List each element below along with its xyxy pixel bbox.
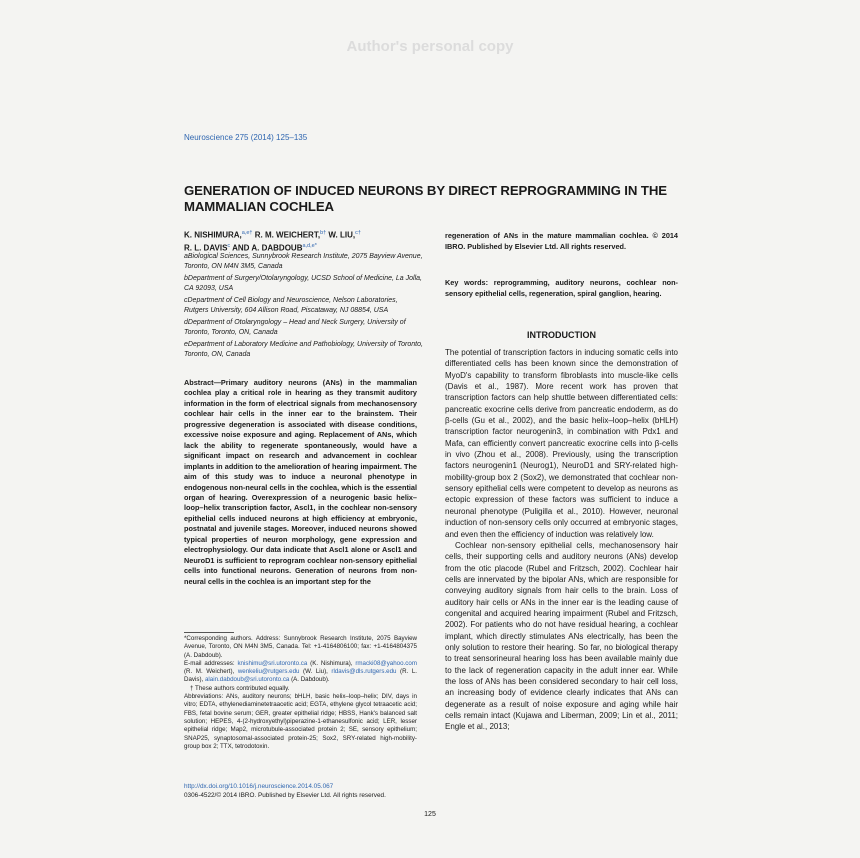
author-name: AND A. DABDOUB [230, 243, 303, 253]
author-name: W. LIU, [326, 230, 356, 240]
author-name: R. L. DAVIS [184, 243, 228, 253]
section-heading-introduction: INTRODUCTION [527, 330, 596, 340]
page-number: 125 [424, 811, 436, 818]
affiliation: bDepartment of Surgery/Otolaryngology, UCSD School of Medicine, La Jolla, CA 92093, USA [184, 275, 422, 292]
author-affil-mark[interactable]: a,e† [241, 230, 253, 236]
author-affil-mark[interactable]: c [227, 243, 231, 250]
journal-reference[interactable]: Neuroscience 275 (2014) 125–135 [184, 133, 308, 142]
email-link[interactable]: alain.dabdoub@sri.utoronto.ca [204, 676, 290, 684]
doi-link[interactable]: http://dx.doi.org/10.1016/j.neuroscience.2014.05.067 [184, 783, 334, 790]
affiliation: aBiological Sciences, Sunnybrook Research Institute, 2075 Bayview Avenue, Toronto, ON M4N 3M5, Canada [184, 253, 423, 270]
paragraph: The potential of transcription factors in inducing somatic cells into differentiated cells has been known since the demonstration of MyoD's capability to transform fibroblasts into muscle-like cells (Davis et al., 1987). More recent work has proven that transcription factors can help shuttle between differentiated cells: pancreatic exocrine cells derive from pancreatic endoderm, as do β-cells (Gu et al., 2002), and the basic helix–loop–helix (bHLH) transcription factor neurogenin3, in combination with Pdx1 and Mafa, can efficiently convert pancreatic exocrine cells into β-cells in vivo (Zhou et al., 2008). Previously, using the transcription factors neurogenin1 (Neurog1), NeuroD1 and SRY-related high-mobility-group box 2 (Sox2), we demonstrated that cochlear non-sensory epithelial cells were competent to develop as neurons as ectopic expression of these factors was sufficient to induce a neuronal phenotype (Puligilla et al., 2010). However, neuronal induction of non-sensory cells only occurred at embryonic stages, and even then the efficiency of induction was relatively low. [445, 348, 678, 539]
affiliation: eDepartment of Laboratory Medicine and Pathobiology, University of Toronto, Toronto, ON, Canada [184, 341, 423, 358]
author-affil-mark[interactable]: c† [355, 230, 361, 236]
article-title: GENERATION OF INDUCED NEURONS BY DIRECT REPROGRAMMING IN THE MAMMALIAN COCHLEA [184, 183, 667, 214]
equal-contribution-note: † These authors contributed equally. [190, 684, 290, 692]
abbreviations-note: Abbreviations: ANs, auditory neurons; bHLH, basic helix–loop–helix; DIV, days in vitro; EDTA, ethylenediaminetetraacetic acid; EGTA, ethylene glycol tetraacetic acid; FBS, fetal bovine serum; GER, greater epithelial ridge; HBSS, Hank's balanced salt solution; HEPES, 4-(2-hydroxyethyl)piperazine-1-ethanesulfonic acid; LER, lesser epithelial ridge; Map2, microtubule-associated protein 2; SE, sensory epithelium; SNAP25, synaptosomal-associated protein-25; Sox2, SRY-related high-mobility-group box 2; TTX, tetrodotoxin. [184, 693, 417, 750]
introduction-body [445, 347, 678, 733]
affiliation: dDepartment of Otolaryngology – Head and Neck Surgery, University of Toronto, Toronto, ON, Canada [184, 319, 406, 336]
author-affil-mark[interactable]: a,d,e* [302, 243, 317, 250]
email-addresses: E-mail addresses: knishimu@sri.utoronto.ca (K. Nishimura), rmacki08@yahoo.com (R. M. Weichert), wenkeliu@rutgers.edu (W. Liu), rldavis@dls.rutgers.edu (R. L. Davis), alain.dabdoub@sri.utoronto.ca (A. Dabdoub). [184, 659, 417, 684]
footnotes [184, 635, 417, 751]
author-list [184, 228, 424, 254]
author-affil-mark[interactable]: b† [320, 230, 327, 236]
footnote-divider [184, 632, 234, 633]
email-link[interactable]: rldavis@dls.rutgers.edu [331, 668, 397, 676]
email-link[interactable]: rmacki08@yahoo.com [355, 659, 417, 667]
affiliations [184, 252, 424, 362]
doi-block [184, 783, 386, 800]
corresponding-author-note: *Corresponding authors. Address: Sunnybrook Research Institute, 2075 Bayview Avenue, Toronto, ON M4N 3M5, Canada. Tel: +1-4164806100; fax: +1-4164804375 (A. Dabdoub). [184, 635, 417, 659]
paragraph: Cochlear non-sensory epithelial cells, mechanosensory hair cells, their supporting cells and auditory neurons (ANs) develop from the otic placode (Rubel and Fritzsch, 2002). Cochlear hair cells are innervated by the bipolar ANs, which are responsible for conveying auditory signals from hair cells to the brain. Loss of auditory hair cells or ANs in the inner ear is the leading cause of congenital and acquired hearing impairment (Rubel and Fritzsch, 2002). For patients who do not have residual hearing, a cochlear implant, which directly stimulates ANs electrically, has been the only solution to restore their hearing. So far, no biological therapy to treat sensorineural hearing loss has been available mainly due to the lack of regeneration capacity in the adult inner ear. While the loss of ANs has been considered secondary to hair cell loss, an increasing body of evidence clearly indicates that ANs can degenerate as a result of noise exposure and aging while hair cells remain intact (Kujawa and Liberman, 2009; Lin et al., 2011; Engle et al., 2013; [445, 540, 678, 732]
author-name: K. NISHIMURA, [184, 230, 242, 240]
affiliation: cDepartment of Cell Biology and Neuroscience, Nelson Laboratories, Rutgers University, 604 Allison Road, Piscataway, NJ 08854, USA [184, 297, 398, 314]
abstract-continuation: regeneration of ANs in the mature mammalian cochlea. © 2014 IBRO. Published by Elsevier Ltd. All rights reserved. [445, 231, 678, 251]
abstract: Abstract—Primary auditory neurons (ANs) in the mammalian cochlea play a critical role in hearing as they transmit auditory information in the form of electrical signals from mechanosensory cochlear hair cells in the inner ear to the brainstem. Their progressive degeneration is associated with disease conditions, excessive noise exposure and aging. Replacement of ANs, which lack the ability to regenerate spontaneously, would have a significant impact on research and advancement in cochlear implants in addition to the amelioration of hearing impairment. The aim of this study was to induce a neuronal phenotype in endogenous non-neural cells in the cochlea, which is the essential organ of hearing. Overexpression of a neurogenic basic helix–loop–helix transcription factor, Ascl1, in the cochlear non-sensory epithelial cells induced neurons at high efficiency at embryonic, postnatal and juvenile stages. Moreover, induced neurons showed typical properties of neuron morphology, gene expression and electrophysiology. Our data indicate that Ascl1 alone or Ascl1 and NeuroD1 is sufficient to reprogram cochlear non-sensory epithelial cells into functional neurons. Generation of neurons from non-neural cells in the cochlea is an important step for the [184, 378, 417, 586]
email-link[interactable]: knishimu@sri.utoronto.ca [237, 659, 308, 667]
watermark: Author's personal copy [346, 38, 514, 55]
copyright-line: 0306-4522/© 2014 IBRO. Published by Elsevier Ltd. All rights reserved. [184, 791, 386, 799]
email-link[interactable]: wenkeliu@rutgers.edu [237, 668, 300, 676]
author-name: R. M. WEICHERT, [252, 230, 321, 240]
keywords: Key words: reprogramming, auditory neurons, cochlear non-sensory epithelial cells, regeneration, spiral ganglion, hearing. [445, 278, 678, 298]
